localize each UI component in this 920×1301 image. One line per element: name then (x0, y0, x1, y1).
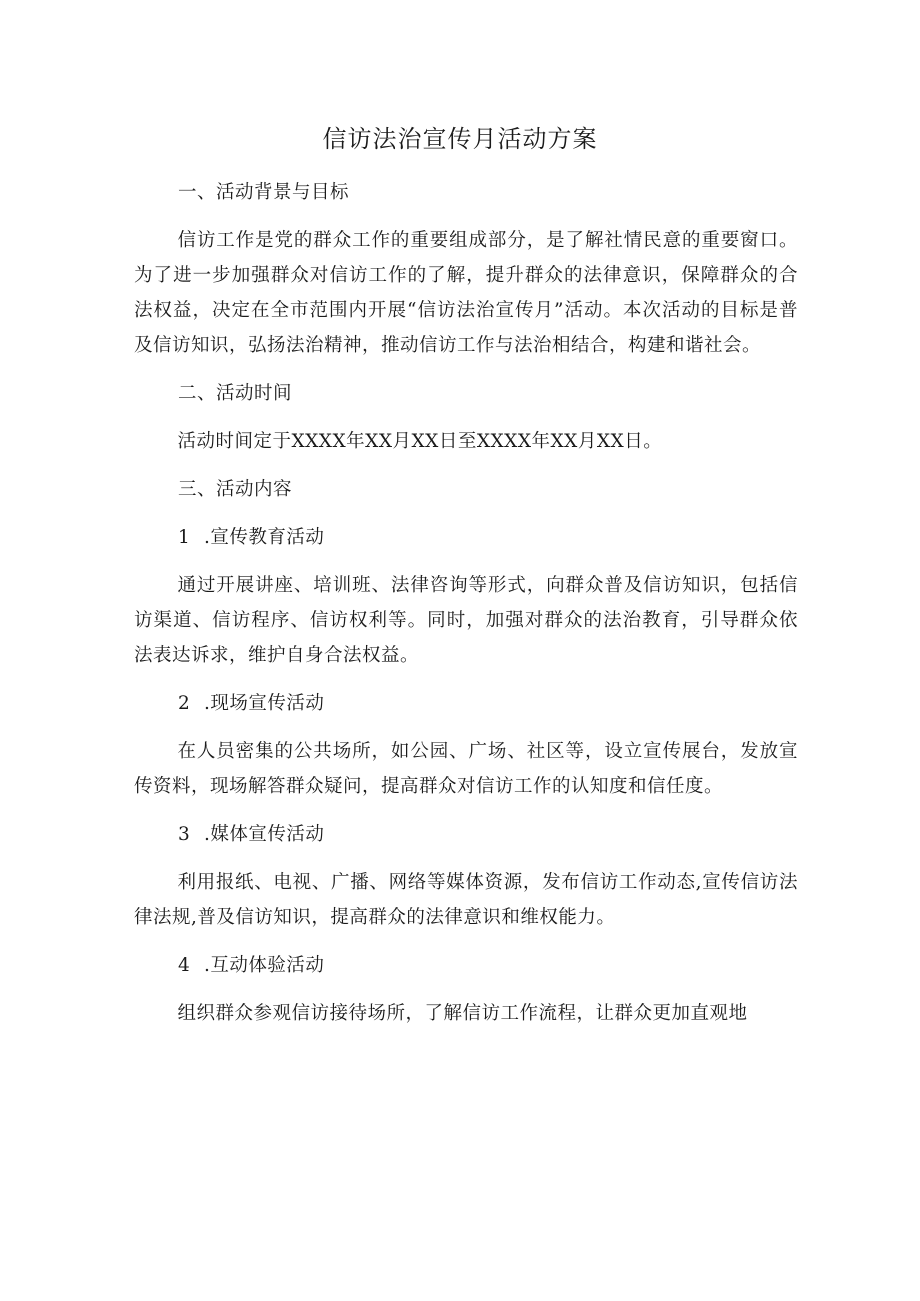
sub-heading-2 (134, 686, 798, 721)
sub-heading-label: .互动体验活动 (204, 955, 325, 976)
document-body (134, 175, 798, 1044)
sub-heading-label: .宣传教育活动 (204, 527, 325, 548)
sub-heading-label: .媒体宣传活动 (204, 824, 325, 845)
sub-heading-4 (134, 948, 798, 983)
sub-heading-number: 4 (178, 955, 191, 976)
paragraph-item-1: 通过开展讲座、培训班、法律咨询等形式，向群众普及信访知识，包括信访渠道、信访程序、信访权利等。同时，加强对群众的法治教育，引导群众依法表达诉求，维护自身合法权益。 (134, 575, 798, 666)
section-heading-content: 三、活动内容 (178, 479, 293, 500)
sub-heading-1 (134, 520, 798, 555)
document-title: 信访法治宣传月活动方案 (322, 125, 598, 153)
paragraph-item-4: 组织群众参观信访接待场所，了解信访工作流程，让群众更加直观地 (177, 1003, 748, 1024)
paragraph-time: 活动时间定于XXXX年XX月XX日至XXXX年XX月XX日。 (177, 431, 663, 452)
paragraph-background: 信访工作是党的群众工作的重要组成部分，是了解社情民意的重要窗口。为了进一步加强群众对信访工作的了解，提升群众的法律意识，保障群众的合法权益，决定在全市范围内开展“信访法治宣传月”活动。本次活动的目标是普及信访知识，弘扬法治精神，推动信访工作与法治相结合，构建和谐社会。 (134, 230, 798, 356)
sub-heading-number: 1 (178, 527, 191, 548)
sub-heading-number: 2 (178, 693, 191, 714)
sub-heading-label: .现场宣传活动 (204, 693, 325, 714)
section-heading-background: 一、活动背景与目标 (178, 182, 350, 203)
section-heading-time: 二、活动时间 (178, 383, 293, 404)
sub-heading-3 (134, 817, 798, 852)
paragraph-item-2: 在人员密集的公共场所，如公园、广场、社区等，设立宣传展台，发放宣传资料，现场解答群众疑问，提高群众对信访工作的认知度和信任度。 (134, 741, 798, 797)
sub-heading-number: 3 (178, 824, 191, 845)
paragraph-item-3: 利用报纸、电视、广播、网络等媒体资源，发布信访工作动态,宣传信访法律法规,普及信访知识，提高群众的法律意识和维权能力。 (134, 872, 798, 928)
